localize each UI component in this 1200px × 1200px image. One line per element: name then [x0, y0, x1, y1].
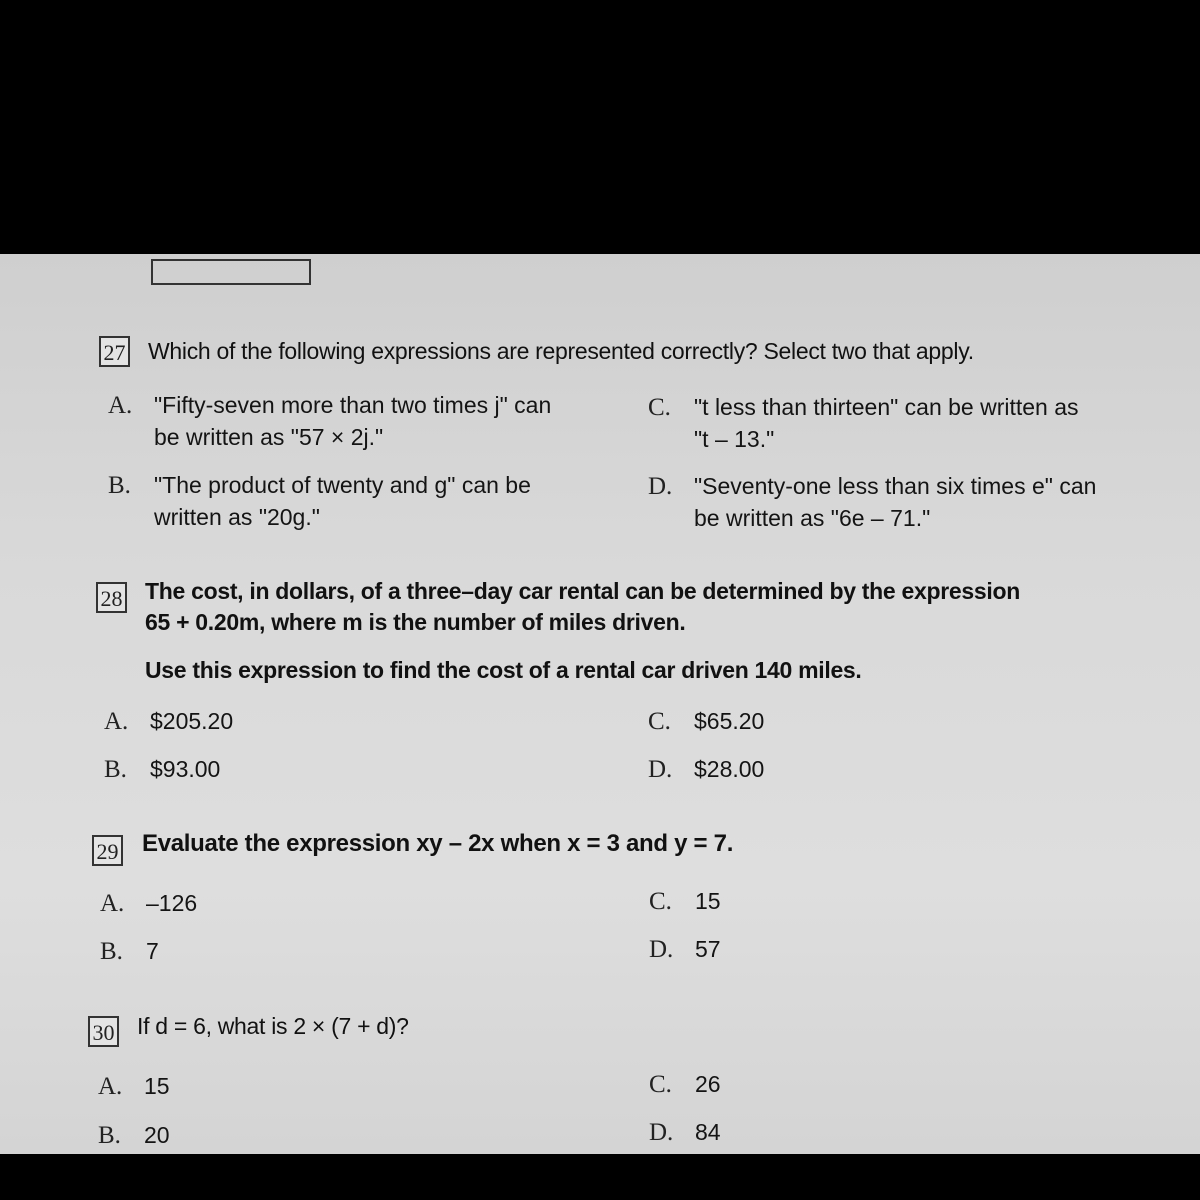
option-text: $205.20 — [150, 708, 234, 734]
option-text: $28.00 — [694, 756, 765, 782]
option-a[interactable] — [104, 705, 233, 738]
option-letter: C. — [648, 394, 671, 421]
option-text: 26 — [695, 1071, 721, 1097]
option-letter: C. — [649, 1071, 672, 1098]
option-b[interactable] — [100, 935, 159, 968]
option-text: 20 — [144, 1122, 170, 1148]
question-number-box: 30 — [88, 1016, 119, 1047]
option-letter: A. — [108, 392, 133, 419]
answer-box[interactable] — [151, 259, 311, 285]
option-letter: D. — [649, 936, 674, 963]
option-a[interactable] — [98, 1070, 170, 1103]
option-d[interactable] — [648, 753, 764, 786]
option-c[interactable] — [649, 1068, 721, 1101]
option-c[interactable] — [648, 391, 1079, 455]
option-text-line2: "t – 13." — [694, 426, 775, 452]
question-stem: Which of the following expressions are represented correctly? Select two that apply. — [148, 338, 974, 364]
option-letter: A. — [100, 890, 125, 917]
option-c[interactable] — [649, 885, 721, 918]
option-letter: B. — [108, 472, 131, 499]
option-text-line2: written as "20g." — [154, 504, 320, 530]
option-a[interactable] — [108, 389, 551, 453]
option-a[interactable] — [100, 887, 197, 920]
option-c[interactable] — [648, 705, 764, 738]
option-text-line2: be written as "57 × 2j." — [154, 424, 384, 450]
option-letter: C. — [649, 888, 672, 915]
option-b[interactable] — [104, 753, 220, 786]
option-d[interactable] — [648, 470, 1096, 534]
question-number-box: 27 — [99, 336, 130, 367]
option-text: 57 — [695, 936, 721, 962]
option-letter: B. — [98, 1122, 121, 1149]
option-text: $93.00 — [150, 756, 221, 782]
option-text-line2: be written as "6e – 71." — [694, 505, 931, 531]
option-d[interactable] — [649, 1116, 721, 1149]
option-text: 15 — [144, 1073, 170, 1099]
option-text: 15 — [695, 888, 721, 914]
worksheet-page — [0, 254, 1200, 1154]
option-text-line1: "The product of twenty and g" can be — [154, 472, 531, 498]
option-letter: B. — [100, 938, 123, 965]
option-letter: D. — [649, 1119, 674, 1146]
option-letter: C. — [648, 708, 671, 735]
option-letter: D. — [648, 756, 673, 783]
option-d[interactable] — [649, 933, 721, 966]
question-stem: If d = 6, what is 2 × (7 + d)? — [137, 1013, 409, 1039]
question-stem-line2: 65 + 0.20m, where m is the number of miles driven. — [145, 609, 686, 635]
question-stem: Evaluate the expression xy – 2x when x = 3 and y = 7. — [142, 830, 734, 857]
option-letter: D. — [648, 473, 673, 500]
option-text: 84 — [695, 1119, 721, 1145]
option-text: 7 — [146, 938, 159, 964]
option-text: $65.20 — [694, 708, 765, 734]
option-letter: A. — [104, 708, 129, 735]
option-letter: B. — [104, 756, 127, 783]
option-text-line1: "t less than thirteen" can be written as — [694, 394, 1079, 420]
question-number-box: 28 — [96, 582, 127, 613]
option-text-line1: "Fifty-seven more than two times j" can — [154, 392, 552, 418]
question-stem-line3: Use this expression to find the cost of a rental car driven 140 miles. — [145, 657, 862, 683]
option-letter: A. — [98, 1073, 123, 1100]
question-number-box: 29 — [92, 835, 123, 866]
option-b[interactable] — [98, 1119, 170, 1152]
option-text-line1: "Seventy-one less than six times e" can — [694, 473, 1097, 499]
question-stem-line1: The cost, in dollars, of a three–day car rental can be determined by the expression — [145, 578, 1020, 604]
option-b[interactable] — [108, 469, 531, 533]
option-text: –126 — [146, 890, 198, 916]
